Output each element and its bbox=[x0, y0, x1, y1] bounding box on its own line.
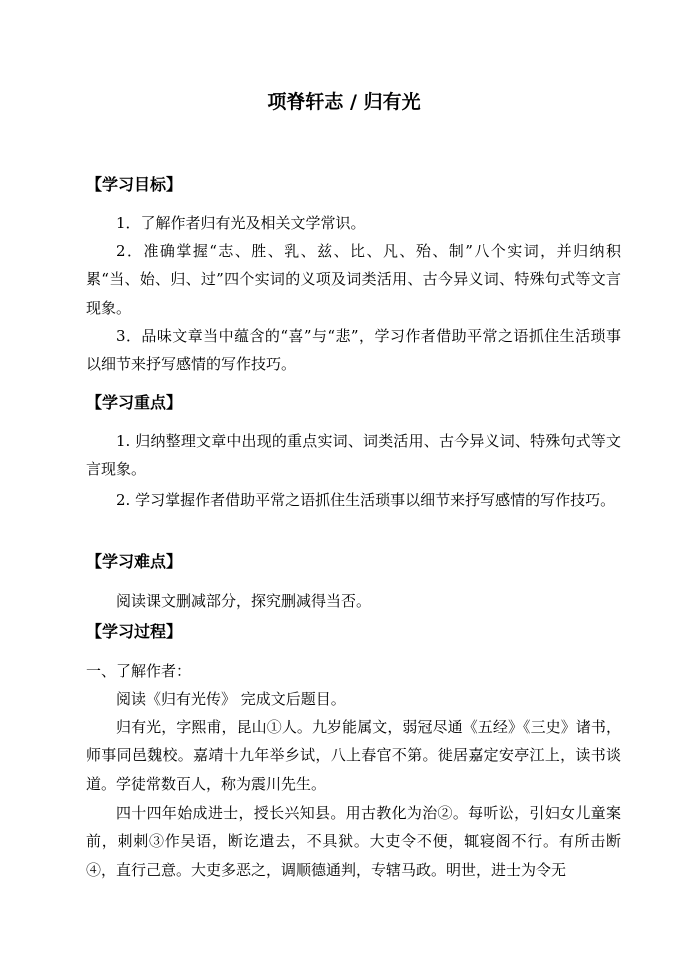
objective-item-3: 3．品味文章当中蕴含的“喜”与“悲”，学习作者借助平常之语抓住生活琐事以细节来抒写感情的写作技巧。 bbox=[86, 327, 621, 374]
biography-paragraph-2: 四十四年始成进士，授长兴知县。用古教化为治②。每听讼，引妇女儿童案前，刺刺③作吴语，断讫遣去，不具狱。大吏令不便，辄寝阁不行。有所击断④，直行己意。大吏多恶之，调顺德通判，专辖马政。明世，进士为令无 bbox=[86, 804, 621, 879]
key-point-item-2: 2. 学习掌握作者借助平常之语抓住生活琐事以细节来抒写感情的写作技巧。 bbox=[116, 491, 616, 509]
process-step-author: 一、了解作者： bbox=[86, 662, 192, 680]
section-heading-objectives: 【学习目标】 bbox=[86, 175, 183, 194]
section-heading-difficulties: 【学习难点】 bbox=[86, 552, 183, 571]
section-heading-key-points: 【学习重点】 bbox=[86, 393, 183, 412]
objective-item-2: 2．准确掌握“志、胜、乳、兹、比、凡、殆、制”八个实词，并归纳积累“当、始、归、过”四个实词的义项及词类活用、古今异义词、特殊句式等文言现象。 bbox=[86, 242, 621, 317]
section-heading-process: 【学习过程】 bbox=[86, 622, 183, 641]
key-point-item-1: 1. 归纳整理文章中出现的重点实词、词类活用、古今异义词、特殊句式等文言现象。 bbox=[86, 432, 621, 479]
difficulty-item-1: 阅读课文删减部分，探究删减得当否。 bbox=[116, 592, 372, 610]
objective-item-1: 1．了解作者归有光及相关文学常识。 bbox=[116, 214, 366, 232]
biography-paragraph-1: 归有光，字熙甫，昆山①人。九岁能属文，弱冠尽通《五经》《三史》诸书，师事同邑魏校。嘉靖十九年举乡试，八上春官不第。徙居嘉定安亭江上，读书谈道。学徒常数百人，称为震川先生。 bbox=[86, 718, 621, 793]
document-title: 项脊轩志 / 归有光 bbox=[267, 91, 421, 113]
process-reading-instruction: 阅读《归有光传》 完成文后题目。 bbox=[116, 690, 346, 708]
